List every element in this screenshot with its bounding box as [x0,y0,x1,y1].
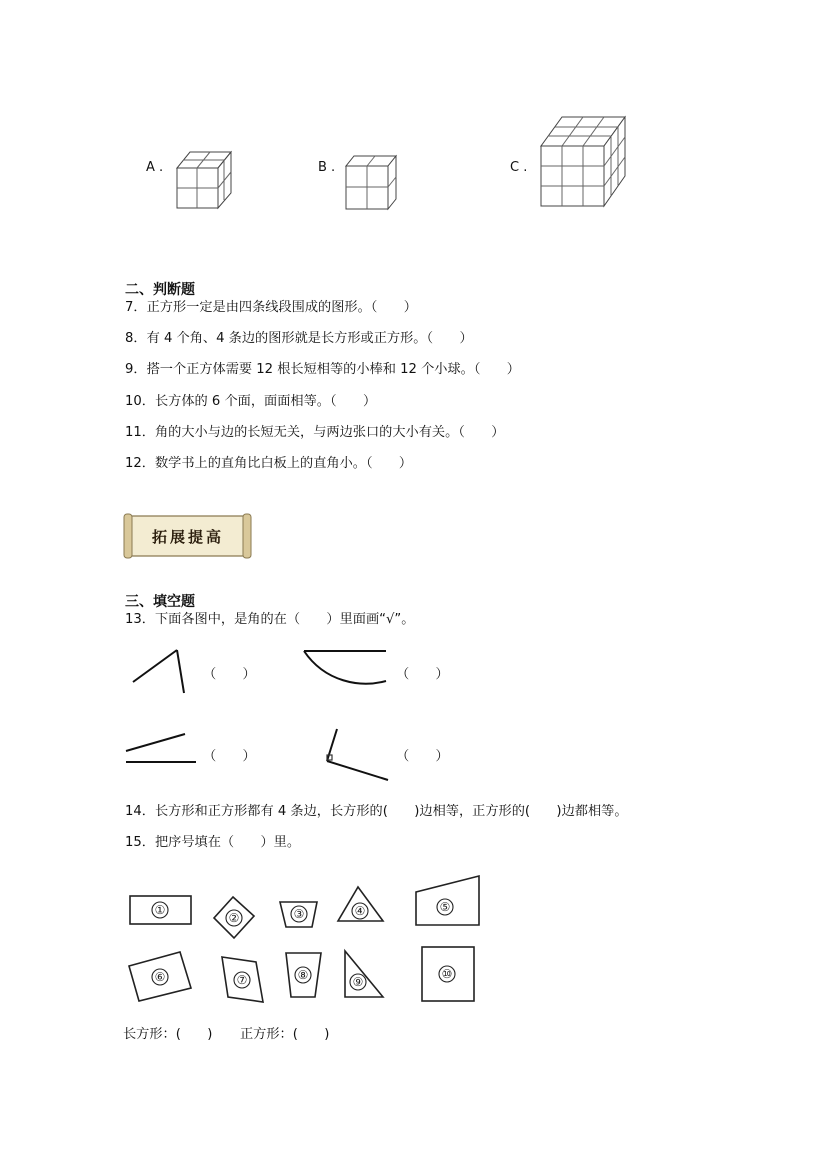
shape-4 [338,887,383,921]
q13-blank-3: （ ） [203,749,256,764]
svg-text:②: ② [228,911,240,925]
answer-square: 正方形：( ) [240,1027,330,1042]
question-12: 12．数学书上的直角比白板上的直角小。（ ） [125,456,413,471]
question-14: 14．长方形和正方形都有 4 条边，长方形的( )边相等，正方形的( )边都相等。 [125,804,628,819]
svg-text:⑤: ⑤ [439,900,451,914]
answer-rectangle: 长方形：( ) [123,1027,213,1042]
question-15: 15．把序号填在（ ）里。 [125,835,301,850]
section2-heading: 二、判断题 [125,282,195,298]
q13-blank-4: （ ） [396,749,449,764]
shape-10 [422,947,474,1001]
shape-9 [345,951,383,997]
section3-heading: 三、填空题 [125,594,195,610]
q13-blank-2: （ ） [396,667,449,682]
question-13: 13．下面各图中，是角的在（ ）里面画“√”。 [125,612,415,627]
svg-text:④: ④ [354,904,366,918]
banner-text: 拓展提高 [151,528,225,546]
svg-text:⑧: ⑧ [297,968,309,982]
shape-2 [214,897,254,938]
option-c-label: C . [510,160,528,175]
svg-text:⑥: ⑥ [154,970,166,984]
shape-5 [416,876,479,925]
shape-3 [280,902,317,927]
svg-text:⑦: ⑦ [236,973,248,987]
shape-6 [129,952,191,1001]
question-7: 7．正方形一定是由四条线段围成的图形。（ ） [125,300,417,315]
option-a-label: A . [146,160,164,175]
question-9: 9．搭一个正方体需要 12 根长短相等的小棒和 12 个小球。（ ） [125,362,520,377]
question-10: 10．长方体的 6 个面，面面相等。（ ） [125,394,377,409]
question-11: 11．角的大小与边的长短无关，与两边张口的大小有关。（ ） [125,425,505,440]
shape-7 [222,957,263,1002]
option-b-label: B . [318,160,336,175]
svg-text:③: ③ [293,907,305,921]
shape-8 [286,953,321,997]
q13-blank-1: （ ） [203,667,256,682]
svg-text:①: ① [154,903,166,917]
shape-1 [130,896,191,924]
svg-text:⑩: ⑩ [441,967,453,981]
question-8: 8．有 4 个角、4 条边的图形就是长方形或正方形。（ ） [125,331,473,346]
svg-text:⑨: ⑨ [352,975,364,989]
